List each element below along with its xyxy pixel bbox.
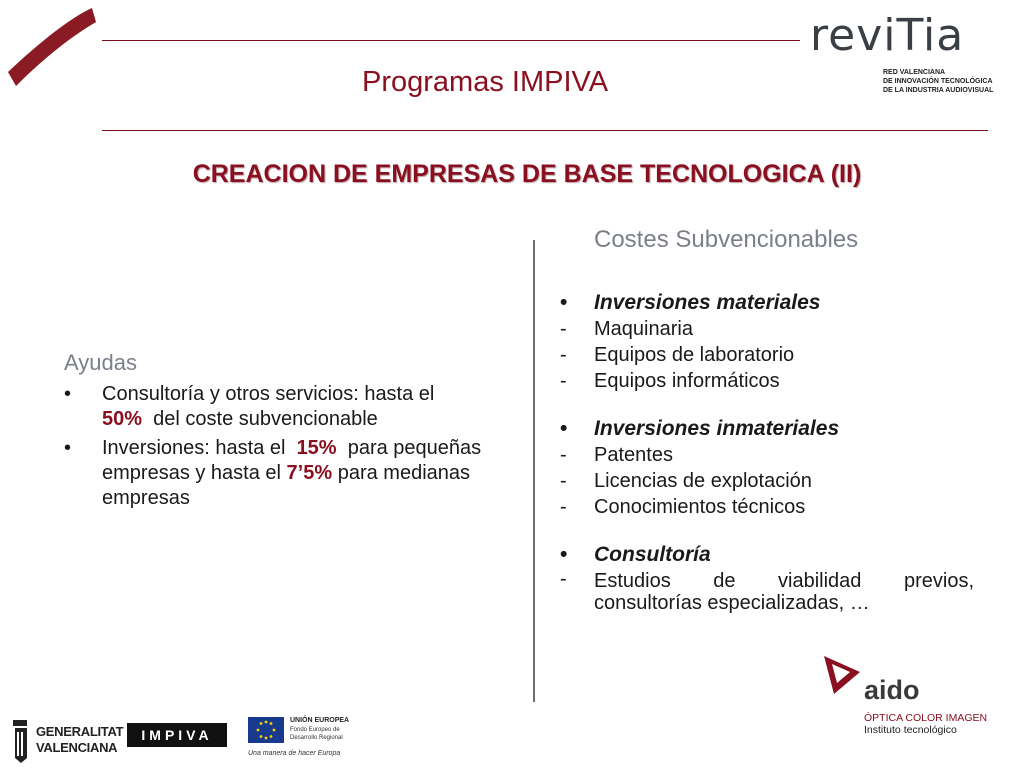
generalitat-emblem-icon — [10, 718, 32, 764]
list-item: - Equipos de laboratorio — [560, 344, 795, 366]
page-title: Programas IMPIVA — [362, 66, 609, 98]
generalitat-logo: GENERALITAT VALENCIANA — [10, 716, 122, 766]
revitia-wordmark: reviTia — [810, 10, 965, 61]
column-divider — [533, 240, 535, 702]
list-item: - Patentes — [560, 444, 673, 466]
list-item: - Equipos informáticos — [560, 370, 780, 392]
eu-logo: UNIÓN EUROPEA Fondo Europeo de Desarrollo Regional Una manera de hacer Europa — [248, 717, 350, 757]
percent-7-5: 7’5% — [286, 462, 333, 484]
revitia-tagline: RED VALENCIANA DE INNOVACIÓN TECNOLÓGICA DE LA INDUSTRIA AUDIOVISUAL — [883, 69, 994, 94]
percent-50: 50% — [102, 408, 143, 430]
eu-flag-icon — [248, 717, 284, 743]
header-rule-bottom — [102, 130, 988, 131]
corner-swoosh-graphic — [0, 0, 100, 95]
revitia-logo — [806, 10, 996, 102]
ayuda-item-consultoria: • Consultoría y otros servicios: hasta el 50% del coste subvencionable — [64, 383, 435, 430]
list-item: - Estudios de viabilidad previos, consultorías especializadas, … — [560, 568, 974, 614]
costes-section — [560, 226, 974, 614]
aido-mark-icon — [820, 652, 866, 698]
cat-inversiones-inmateriales: • Inversiones inmateriales — [560, 417, 840, 440]
ayudas-heading: Ayudas — [64, 350, 137, 375]
cat-inversiones-materiales: • Inversiones materiales — [560, 291, 821, 314]
ayuda-item-inversiones: • Inversiones: hasta el 15% para pequeñas empresas y hasta el 7’5% para medianas empresas — [64, 437, 482, 509]
list-item: - Maquinaria — [560, 318, 693, 340]
list-item: - Conocimientos técnicos — [560, 496, 806, 518]
cat-consultoria: • Consultoría — [560, 543, 711, 566]
percent-15: 15% — [296, 437, 337, 459]
section-subtitle: CREACION DE EMPRESAS DE BASE TECNOLOGICA (II) — [192, 160, 862, 188]
costes-heading: Costes Subvencionables — [594, 226, 859, 253]
header-rule-top — [102, 40, 800, 41]
impiva-logo: IMPIVA — [127, 723, 227, 747]
aido-logo: aido ÓPTICA COLOR IMAGEN Instituto tecnológico — [820, 648, 1000, 738]
list-item: - Licencias de explotación — [560, 470, 812, 492]
ayudas-section — [64, 350, 504, 515]
